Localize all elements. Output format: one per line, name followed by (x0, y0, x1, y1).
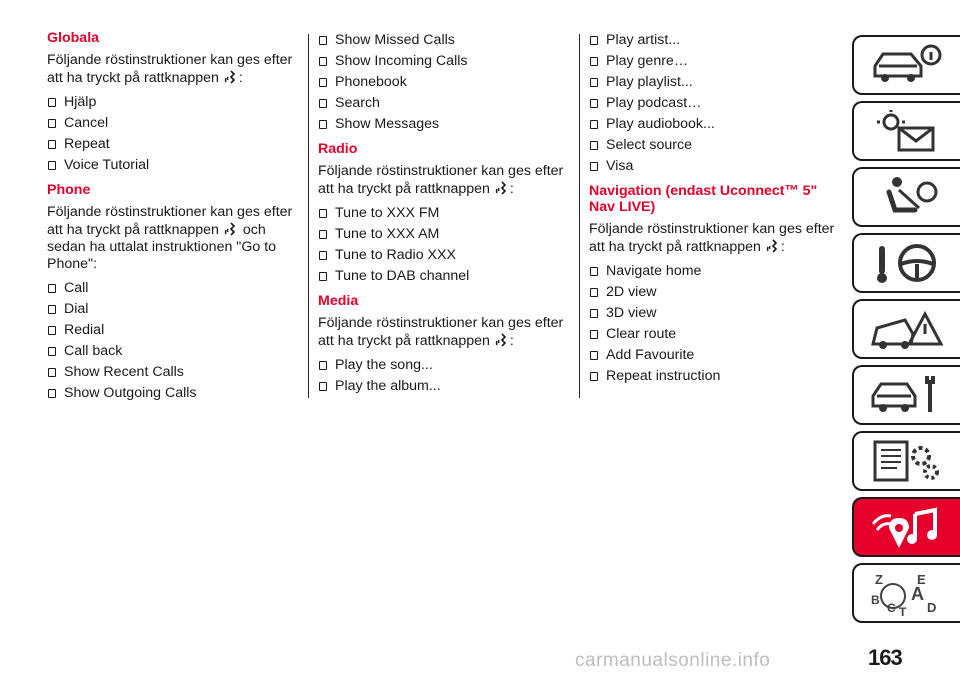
index-letter: E (917, 572, 926, 587)
command-list-globala (47, 92, 297, 176)
list-item: Play genre… (589, 51, 839, 72)
voice-command-icon (223, 69, 239, 85)
index-letter: T (899, 605, 907, 616)
warning-light-envelope-icon (867, 108, 947, 154)
checkbox-bullet-icon (590, 78, 598, 87)
column-2 (318, 30, 568, 403)
checkbox-bullet-icon (319, 57, 327, 66)
list-item: Repeat instruction (589, 366, 839, 387)
checkbox-bullet-icon (319, 99, 327, 108)
command-list-media-continued (589, 30, 839, 177)
checkbox-bullet-icon (590, 372, 598, 381)
key-steering-wheel-icon (867, 240, 947, 286)
checkbox-bullet-icon (590, 36, 598, 45)
list-item: Call back (47, 341, 297, 362)
checkbox-bullet-icon (319, 209, 327, 218)
checkbox-bullet-icon (319, 382, 327, 391)
list-item: Hjälp (47, 92, 297, 113)
section-title-globala: Globala (47, 30, 100, 46)
index-letter: A (911, 584, 924, 604)
section-intro: Följande röstinstruktioner kan ges efter att ha tryckt på rattknappen och sedan ha uttalat instruktionen "Go to Phone": (47, 204, 293, 272)
tab-starting-driving[interactable] (852, 233, 960, 293)
page-number: 163 (868, 645, 902, 670)
tab-safety[interactable] (852, 167, 960, 227)
command-list-phone-continued (318, 30, 568, 135)
command-list-phone (47, 278, 297, 404)
list-item: Play the album... (318, 376, 568, 397)
tab-warning-lights[interactable] (852, 101, 960, 161)
list-item: Show Incoming Calls (318, 51, 568, 72)
tab-multimedia[interactable] (852, 497, 960, 557)
checkbox-bullet-icon (590, 330, 598, 339)
list-item: Show Messages (318, 114, 568, 135)
wifi-music-location-icon (867, 504, 947, 550)
list-item: Dial (47, 299, 297, 320)
section-title-navigation: Navigation (endast Uconnect™ 5" Nav LIVE) (589, 183, 818, 215)
list-item: Tune to XXX FM (318, 203, 568, 224)
voice-command-icon (494, 332, 510, 348)
list-item: Show Missed Calls (318, 30, 568, 51)
list-item: Play artist... (589, 30, 839, 51)
list-item: Select source (589, 135, 839, 156)
section-title-media: Media (318, 293, 359, 309)
checkbox-bullet-icon (319, 78, 327, 87)
checkbox-bullet-icon (48, 284, 56, 293)
column-divider (579, 34, 580, 398)
checkbox-bullet-icon (590, 267, 598, 276)
checkbox-bullet-icon (48, 161, 56, 170)
column-3 (589, 30, 839, 393)
tab-technical-data[interactable] (852, 431, 960, 491)
list-item: Play the song... (318, 355, 568, 376)
index-letter: D (927, 600, 937, 615)
checkbox-bullet-icon (590, 351, 598, 360)
command-list-media (318, 355, 568, 397)
checkbox-bullet-icon (319, 251, 327, 260)
list-item: Show Outgoing Calls (47, 383, 297, 404)
tab-maintenance[interactable] (852, 365, 960, 425)
checkbox-bullet-icon (590, 99, 598, 108)
list-item: 3D view (589, 303, 839, 324)
car-info-icon (867, 42, 947, 88)
list-item: Add Favourite (589, 345, 839, 366)
section-intro: Följande röstinstruktioner kan ges efter att ha tryckt på rattknappen : (318, 163, 564, 197)
tab-emergency[interactable] (852, 299, 960, 359)
section-intro: Följande röstinstruktioner kan ges efter att ha tryckt på rattknappen : (318, 315, 564, 349)
checkbox-bullet-icon (319, 230, 327, 239)
list-item: Play playlist... (589, 72, 839, 93)
command-list-radio (318, 203, 568, 287)
document-gears-icon (867, 438, 947, 484)
list-item: Voice Tutorial (47, 155, 297, 176)
section-intro: Följande röstinstruktioner kan ges efter att ha tryckt på rattknappen : (589, 221, 835, 255)
checkbox-bullet-icon (590, 162, 598, 171)
checkbox-bullet-icon (48, 305, 56, 314)
column-1 (47, 30, 297, 410)
tab-car-info[interactable] (852, 35, 960, 95)
list-item: Call (47, 278, 297, 299)
voice-command-icon (494, 180, 510, 196)
checkbox-bullet-icon (48, 347, 56, 356)
checkbox-bullet-icon (48, 326, 56, 335)
section-title-phone: Phone (47, 182, 91, 198)
checkbox-bullet-icon (590, 120, 598, 129)
section-intro: Följande röstinstruktioner kan ges efter att ha tryckt på rattknappen : (47, 52, 293, 86)
list-item: Play audiobook... (589, 114, 839, 135)
list-item: Visa (589, 156, 839, 177)
index-letter: B (871, 593, 880, 607)
watermark: carmanualsonline.info (575, 650, 771, 671)
checkbox-bullet-icon (319, 272, 327, 281)
list-item: Phonebook (318, 72, 568, 93)
checkbox-bullet-icon (319, 361, 327, 370)
section-title-radio: Radio (318, 141, 358, 157)
list-item: Tune to Radio XXX (318, 245, 568, 266)
index-letter: Z (875, 572, 883, 587)
checkbox-bullet-icon (590, 141, 598, 150)
column-divider (308, 34, 309, 398)
list-item: Redial (47, 320, 297, 341)
checkbox-bullet-icon (48, 389, 56, 398)
list-item: Search (318, 93, 568, 114)
index-letter: C (887, 601, 896, 615)
checkbox-bullet-icon (48, 98, 56, 107)
car-accident-warning-icon (867, 306, 947, 352)
checkbox-bullet-icon (319, 120, 327, 129)
list-item: Navigate home (589, 261, 839, 282)
list-item: Tune to DAB channel (318, 266, 568, 287)
list-item: 2D view (589, 282, 839, 303)
tab-index[interactable] (852, 563, 960, 623)
checkbox-bullet-icon (48, 140, 56, 149)
checkbox-bullet-icon (590, 288, 598, 297)
car-wrench-icon (867, 372, 947, 418)
list-item: Repeat (47, 134, 297, 155)
seat-airbag-icon (867, 174, 947, 220)
checkbox-bullet-icon (319, 36, 327, 45)
checkbox-bullet-icon (590, 57, 598, 66)
list-item: Show Recent Calls (47, 362, 297, 383)
checkbox-bullet-icon (48, 368, 56, 377)
checkbox-bullet-icon (590, 309, 598, 318)
list-item: Tune to XXX AM (318, 224, 568, 245)
list-item: Clear route (589, 324, 839, 345)
voice-command-icon (223, 221, 239, 237)
list-item: Cancel (47, 113, 297, 134)
voice-command-icon (765, 238, 781, 254)
checkbox-bullet-icon (48, 119, 56, 128)
command-list-navigation (589, 261, 839, 387)
alphabet-index-icon (867, 570, 947, 616)
list-item: Play podcast… (589, 93, 839, 114)
